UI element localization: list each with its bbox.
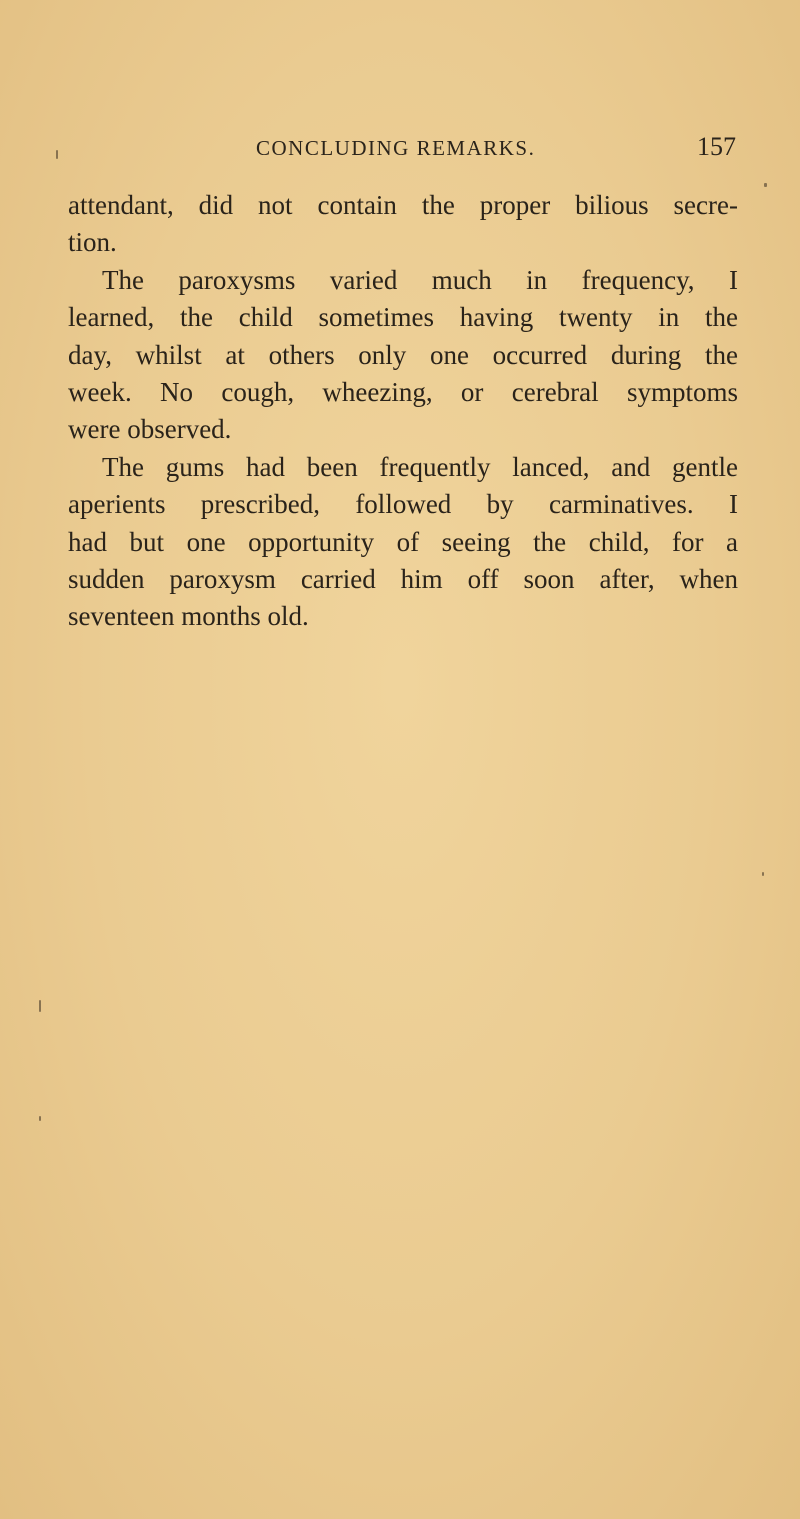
body-text — [68, 187, 738, 636]
text-line: tion. — [68, 227, 117, 258]
text-line: The gums had been frequently lanced, and gentle — [102, 451, 738, 482]
text-line: week. No cough, wheezing, or cerebral symptoms — [68, 376, 738, 407]
text-line: were observed. — [68, 414, 232, 445]
text-line: had but one opportunity of seeing the child, for a — [68, 526, 738, 557]
paper-speck — [39, 1000, 41, 1012]
text-line: The paroxysms varied much in frequency, I — [102, 264, 738, 295]
paper-speck — [39, 1116, 41, 1121]
text-line: seventeen months old. — [68, 601, 309, 632]
paper-speck — [762, 872, 764, 876]
text-line: aperients prescribed, followed by carminatives. I — [68, 489, 738, 520]
running-head — [68, 132, 738, 166]
text-line: day, whilst at others only one occurred during the — [68, 339, 738, 370]
paper-speck — [764, 183, 767, 187]
page-number: 157 — [697, 132, 736, 161]
paper-speck — [56, 150, 58, 159]
running-title: CONCLUDING REMARKS. — [256, 136, 536, 160]
text-line: sudden paroxysm carried him off soon after, when — [68, 563, 738, 594]
text-line: attendant, did not contain the proper bilious secre- — [68, 190, 738, 220]
text-line: learned, the child sometimes having twenty in the — [68, 302, 738, 333]
